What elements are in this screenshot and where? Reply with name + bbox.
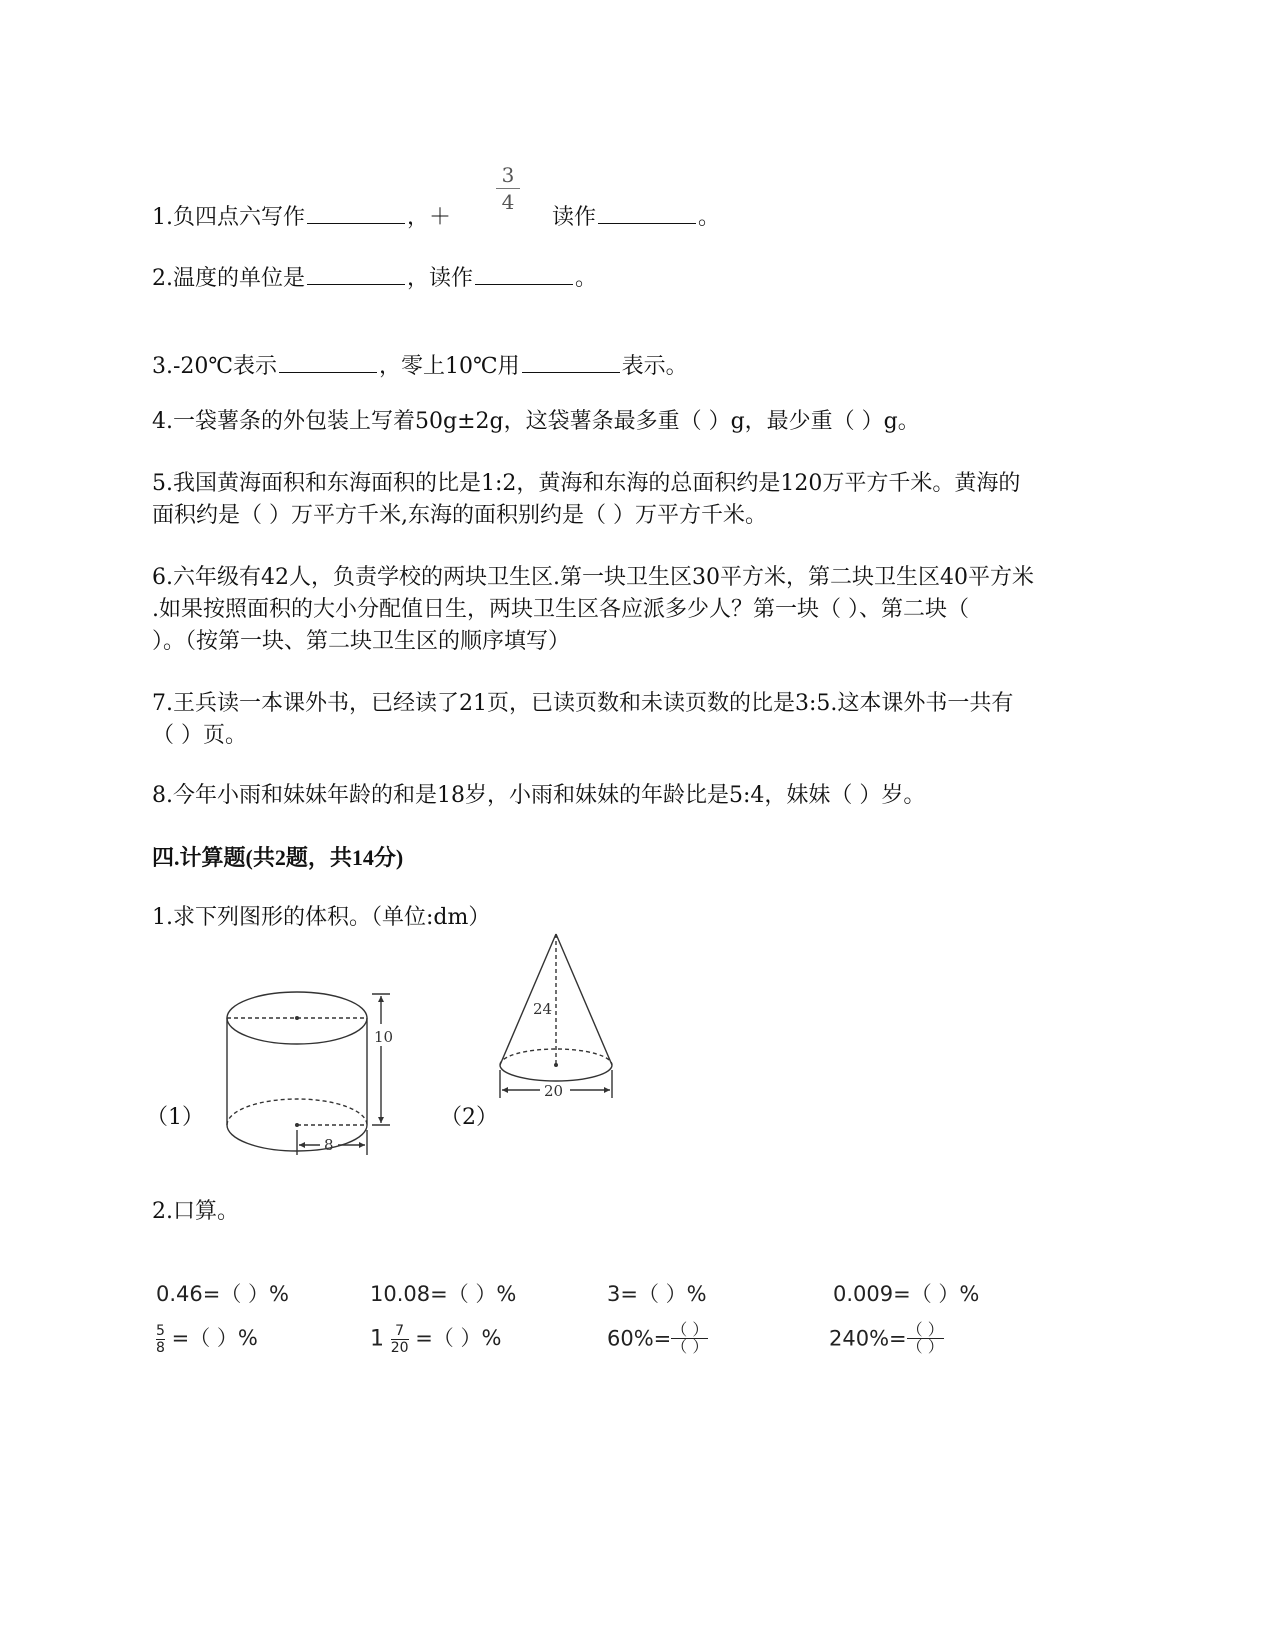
question-6-line-2: .如果按照面积的大小分配值日生，两块卫生区各应派多少人？第一块（ ）、第二块（ xyxy=(152,597,969,622)
oral-r2c4-fraction xyxy=(907,1322,944,1355)
oral-r2c2-fraction xyxy=(391,1323,409,1356)
arrowhead-down xyxy=(378,1117,384,1123)
q2-text-c: 。 xyxy=(575,266,598,291)
question-4: 4.一袋薯条的外包装上写着50g±2g，这袋薯条最多重（ ）g，最少重（ ）g。 xyxy=(152,409,920,434)
cone-base-center xyxy=(554,1063,558,1067)
cone-right-edge xyxy=(556,934,612,1065)
q1-fraction xyxy=(496,163,520,214)
q1-fraction-numerator: 3 xyxy=(501,163,515,187)
oral-r2c1-rest: =（ ）% xyxy=(164,1326,258,1350)
question-6-line-3: ）。（按第一块、第二块卫生区的顺序填写） xyxy=(152,629,571,654)
q2-text-b: ，读作 xyxy=(407,266,474,291)
q2-blank-1[interactable] xyxy=(307,262,405,285)
oral-r2c1-fraction xyxy=(156,1323,165,1356)
question-5-line-1: 5.我国黄海面积和东海面积的比是1:2，黄海和东海的总面积约是120万平方千米。黄海的 xyxy=(152,471,1021,496)
question-3 xyxy=(152,350,688,383)
arrowhead-right xyxy=(359,1142,365,1148)
q1-blank-1[interactable] xyxy=(307,201,405,224)
oral-r2c4-lead: 240%= xyxy=(829,1326,907,1351)
oral-r2c1-den: 8 xyxy=(156,1339,165,1356)
question-1-tail xyxy=(552,201,720,234)
figure-1-label: （1） xyxy=(146,1105,204,1130)
q1-fraction-denominator: 4 xyxy=(501,190,515,214)
q1-text-b: ，＋ xyxy=(407,205,452,230)
oral-r2c4 xyxy=(829,1322,944,1355)
cylinder-radius-label: 8 xyxy=(324,1136,334,1154)
q3-text-a: 3.-20℃表示 xyxy=(152,354,278,379)
question-6-line-1: 6.六年级有42人，负责学校的两块卫生区.第一块卫生区30平方米，第二块卫生区40平方米 xyxy=(152,565,1034,590)
q3-blank-1[interactable] xyxy=(279,350,377,373)
cone-figure xyxy=(495,930,635,1110)
oral-r1c1: 0.46=（ ）% xyxy=(156,1282,289,1306)
oral-r2c4-den: （ ） xyxy=(906,1337,944,1356)
oral-r2c2-rest: =（ ）% xyxy=(408,1326,502,1350)
question-7-line-1: 7.王兵读一本课外书，已经读了21页，已读页数和未读页数的比是3:5.这本课外书一共有 xyxy=(152,691,1014,716)
question-2 xyxy=(152,262,597,295)
cylinder-bottom-center xyxy=(295,1123,299,1127)
q1-text-d: 。 xyxy=(698,205,721,230)
cylinder-height-label: 10 xyxy=(374,1028,394,1046)
oral-r2c1-num: 5 xyxy=(156,1322,165,1339)
oral-r2c2 xyxy=(370,1322,501,1356)
cone-diameter-label: 20 xyxy=(544,1082,564,1100)
question-8: 8.今年小雨和妹妹年龄的和是18岁，小雨和妹妹的年龄比是5:4，妹妹（ ）岁。 xyxy=(152,783,926,808)
question-5-line-2: 面积约是（ ）万平方千米,东海的面积别约是（ ）万平方千米。 xyxy=(152,503,767,528)
q2-blank-2[interactable] xyxy=(475,262,573,285)
cylinder-bottom-back xyxy=(227,1099,367,1125)
oral-r2c4-num: （ ） xyxy=(906,1320,944,1339)
oral-r2c3-num: （ ） xyxy=(671,1320,709,1339)
cone-base-front xyxy=(500,1065,612,1081)
section-4-heading: 四.计算题(共2题，共14分) xyxy=(152,845,404,870)
q1-blank-2[interactable] xyxy=(598,201,696,224)
oral-r2c2-whole: 1 xyxy=(370,1326,384,1352)
oral-r2c3-den: （ ） xyxy=(671,1337,709,1356)
oral-r1c3: 3=（ ）% xyxy=(607,1282,707,1306)
arrowhead-up xyxy=(378,996,384,1002)
cylinder-top-center xyxy=(295,1016,299,1020)
question-7-line-2: （ ）页。 xyxy=(152,723,247,748)
cone-height-label: 24 xyxy=(533,1000,553,1018)
cone-arrowhead-left xyxy=(502,1087,508,1093)
cylinder-figure xyxy=(210,960,410,1170)
q3-text-b: ，零上10℃用 xyxy=(379,354,520,379)
figure-2-label: （2） xyxy=(440,1105,498,1130)
q3-text-c: 表示。 xyxy=(621,354,688,379)
q1-text-c: 读作 xyxy=(552,205,597,230)
cone-arrowhead-right xyxy=(604,1087,610,1093)
question-1 xyxy=(152,201,451,234)
oral-r2c1 xyxy=(156,1322,258,1356)
q2-text-a: 2.温度的单位是 xyxy=(152,266,305,291)
oral-r2c2-den: 20 xyxy=(390,1339,409,1356)
oral-r2c3 xyxy=(607,1322,708,1355)
oral-r2c2-num: 7 xyxy=(395,1322,405,1339)
oral-r2c3-lead: 60%= xyxy=(607,1326,672,1351)
section-4-question-2: 2.口算。 xyxy=(152,1199,239,1224)
oral-r1c4: 0.009=（ ）% xyxy=(833,1282,980,1306)
oral-r2c3-fraction xyxy=(671,1322,708,1355)
arrowhead-left xyxy=(299,1142,305,1148)
section-4-question-1: 1.求下列图形的体积。（单位:dm） xyxy=(152,905,491,930)
oral-r1c2: 10.08=（ ）% xyxy=(370,1282,517,1306)
q3-blank-2[interactable] xyxy=(522,350,620,373)
q1-text-a: 1.负四点六写作 xyxy=(152,205,305,230)
q1-fraction-bar xyxy=(496,188,520,189)
